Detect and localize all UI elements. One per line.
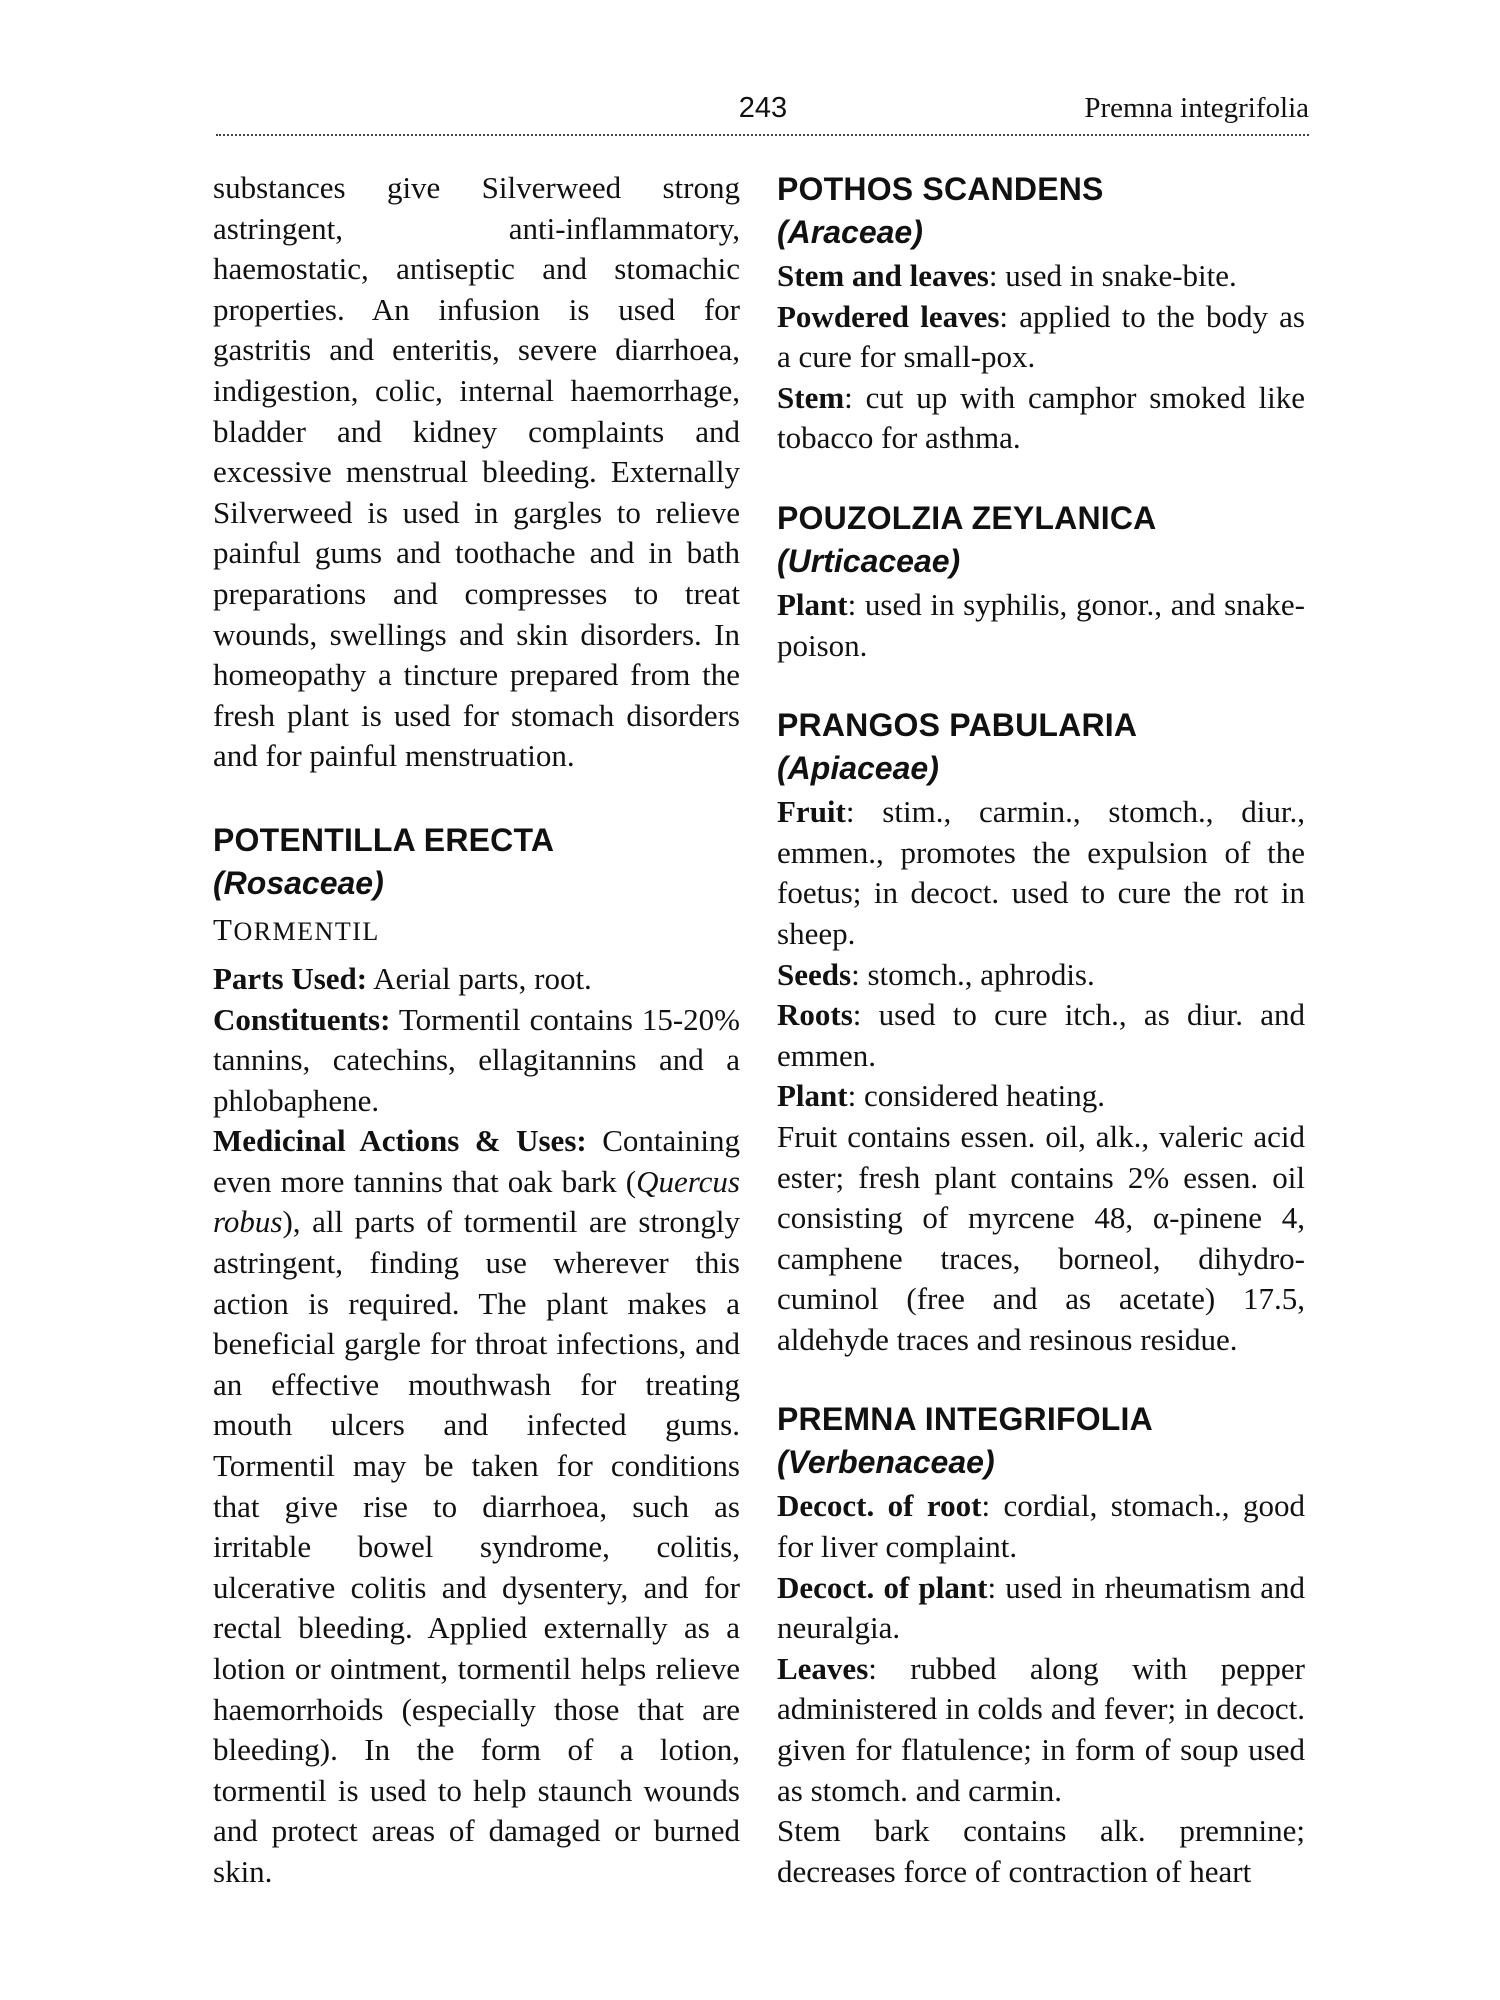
entry-pouzolzia-zeylanica xyxy=(777,497,1305,666)
entry-title: POTENTILLA ERECTA xyxy=(213,821,555,858)
entry-item: Stem: cut up with camphor smoked like tobacco for asthma. xyxy=(777,379,1305,456)
entry-item: Decoct. of root: cordial, stomach., good for liver complaint. xyxy=(777,1488,1305,1565)
header-dotted-rule xyxy=(216,134,1309,136)
entry-family: (Rosaceae) xyxy=(213,864,384,901)
running-title: Premna integrifolia xyxy=(1084,92,1309,124)
page-header xyxy=(216,88,1309,128)
page-number: 243 xyxy=(738,92,788,124)
left-column xyxy=(213,168,740,1893)
entry-item: Seeds: stomch., aphrodis. xyxy=(777,956,1095,992)
entry-pothos-scandens xyxy=(777,168,1305,459)
parts-used-label: Parts Used: xyxy=(213,960,368,996)
medicinal-actions-label: Medicinal Actions & Uses: xyxy=(213,1123,587,1159)
entry-title: PREMNA INTEGRIFOLIA xyxy=(777,1401,1153,1438)
latin-name: Quercus robus xyxy=(213,1163,740,1240)
entry-item: Plant: used in syphilis, gonor., and snake-poison. xyxy=(777,586,1305,663)
entry-potentilla-erecta xyxy=(213,819,740,1893)
entry-title: PRANGOS PABULARIA xyxy=(777,707,1138,744)
entry-item: Roots: used to cure itch., as diur. and emmen. xyxy=(777,997,1305,1073)
medicinal-actions: Medicinal Actions & Uses: Containing even more tannins that oak bark (Quercus robus), all parts of tormentil are strongly astringent, finding use wherever this action is required. The plant makes a beneficial gargle for throat infections, and an effective mouthwash for treating mouth ulcers and infected gums. Tormentil may be taken for conditions that give rise to diarrhoea, such as irritable bowel syndrome, colitis, ulcerative colitis and dysentery, and for rectal bleeding. Applied externally as a lotion or ointment, tormentil helps relieve haemorrhoids (especially those that are bleeding). In the form of a lotion, tormentil is used to help staunch wounds and protect areas of damaged or burned skin. xyxy=(213,1123,741,1889)
common-name: TORMENTIL xyxy=(213,911,380,947)
entry-item: Plant: considered heating. xyxy=(777,1078,1106,1114)
entry-family: (Apiaceae) xyxy=(777,750,939,787)
entry-item: Powdered leaves: applied to the body as a cure for small-pox. xyxy=(777,298,1305,375)
entry-item: Fruit: stim., carmin., stomch., diur., emmen., promotes the expulsion of the foetus; in decoct. used to cure the rot in sheep. xyxy=(777,794,1305,951)
entry-item: Decoct. of plant: used in rheumatism and neuralgia. xyxy=(777,1569,1305,1646)
entry-item: Stem and leaves: used in snake-bite. xyxy=(777,258,1237,293)
entry-family: (Araceae) xyxy=(777,214,923,250)
entry-prangos-pabularia xyxy=(777,704,1305,1360)
entry-family: (Verbenaceae) xyxy=(777,1444,995,1481)
entry-note: Stem bark contains alk. premnine; decreases force of contraction of heart xyxy=(777,1813,1305,1889)
parts-used: Parts Used: Aerial parts, root. xyxy=(213,960,592,996)
entry-note: Fruit contains essen. oil, alk., valeric acid ester; fresh plant contains 2% essen. oil consisting of myrcene 48, α-pinene 4, camphene traces, borneol, dihydro-cuminol (free and as acetate) 17.5, aldehyde traces and resinous residue. xyxy=(777,1118,1305,1357)
entry-item: Leaves: rubbed along with pepper administered in colds and fever; in decoct. given for flatulence; in form of soup used as stomch. and carmin. xyxy=(777,1650,1305,1808)
entry-title: POTHOS SCANDENS xyxy=(777,171,1104,207)
silverweed-continuation: substances give Silverweed strong astringent, anti-inflammatory, haemostatic, antiseptic and stomachic properties. An infusion is used for gastritis and enteritis, severe diarrhoea, indigestion, colic, internal haemorrhage, bladder and kidney complaints and excessive menstrual bleeding. Externally Silverweed is used in gargles to relieve painful gums and toothache and in bath preparations and compresses to treat wounds, swellings and skin disorders. In homeopathy a tincture prepared from the fresh plant is used for stomach disorders and for painful menstruation. xyxy=(213,170,740,774)
entry-premna-integrifolia xyxy=(777,1398,1305,1892)
entry-family: (Urticaceae) xyxy=(777,542,961,579)
constituents: Constituents: Tormentil contains 15-20% tannins, catechins, ellagitannins and a phlobaphene. xyxy=(213,1001,740,1118)
constituents-label: Constituents: xyxy=(213,1001,391,1037)
entry-title: POUZOLZIA ZEYLANICA xyxy=(777,499,1157,536)
right-column xyxy=(777,168,1305,1892)
